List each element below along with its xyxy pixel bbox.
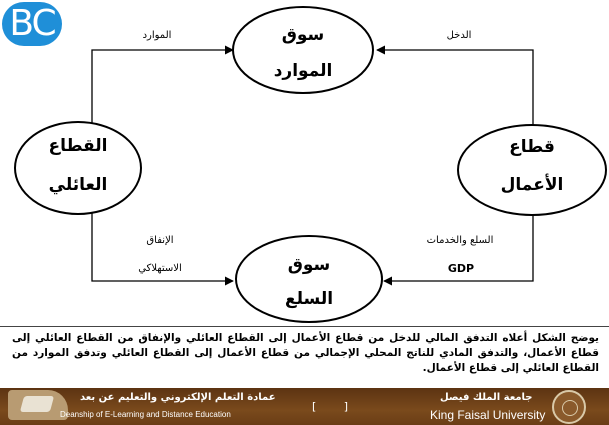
consumption-flow-label-line1: الإنفاق bbox=[146, 235, 174, 246]
resources-flow-arrow bbox=[92, 50, 233, 132]
household-sector-label-line2: العائلي bbox=[48, 175, 108, 195]
goods-market-label-line2: السلع bbox=[284, 289, 334, 309]
university-name-en: King Faisal University bbox=[430, 408, 546, 422]
university-name-ar: جامعة الملك فيصل bbox=[440, 392, 533, 403]
deanship-name-en: Deanship of E-Learning and Distance Education bbox=[60, 410, 231, 419]
gdp-flow-label: GDP bbox=[447, 262, 475, 275]
logo-text: BC bbox=[9, 3, 55, 44]
resources-market-label-line1: سوق bbox=[281, 25, 325, 45]
deanship-name-ar: عمادة التعلم الإلكتروني والتعليم عن بعد bbox=[80, 392, 276, 403]
goods-services-flow-label: السلع والخدمات bbox=[426, 235, 494, 246]
resources-flow-label: الموارد bbox=[142, 30, 172, 41]
caption-box bbox=[0, 326, 609, 389]
consumption-flow-label-line2: الاستهلاكي bbox=[138, 263, 182, 274]
goods-market-node bbox=[236, 236, 382, 322]
resources-market-label-line2: الموارد bbox=[273, 61, 333, 81]
page-number: [ ] bbox=[312, 400, 361, 413]
deanship-emblem bbox=[8, 390, 68, 420]
household-sector-label-line1: القطاع bbox=[48, 136, 108, 156]
income-flow-arrow bbox=[377, 50, 533, 133]
income-flow-label: الدخل bbox=[446, 30, 472, 41]
business-sector-label-line1: قطاع bbox=[509, 137, 555, 157]
footer-bar bbox=[0, 388, 609, 425]
caption-text: يوضح الشكل أعلاه التدفق المالي للدخل من قطاع الأعمال إلى القطاع العائلي والإنفاق من القطاع العائلي إلى قطاع الأعمال، والتدفق المادي للناتج المحلي الإجمالي من قطاع الأعمال إلى القطاع العائلي وتدفق الموارد من القطاع العائلي إلى قطاع الأعمال. bbox=[12, 332, 599, 374]
university-seal bbox=[552, 390, 586, 424]
business-sector-label-line2: الأعمال bbox=[500, 175, 564, 195]
goods-market-label-line1: سوق bbox=[287, 255, 331, 275]
